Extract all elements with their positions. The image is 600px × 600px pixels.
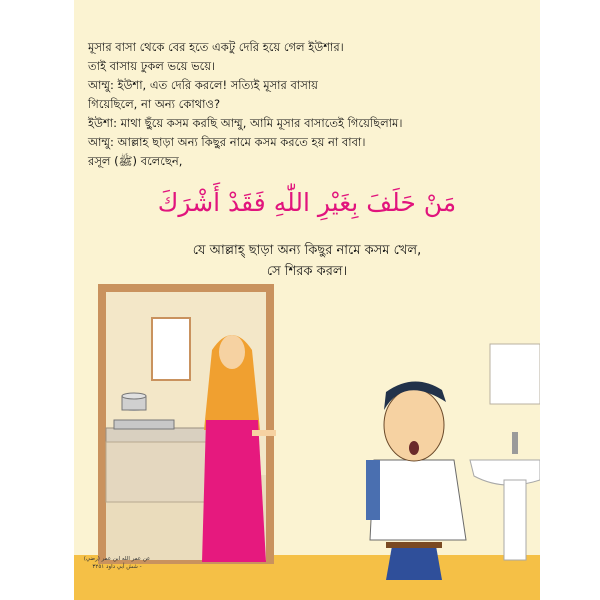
story-line: আম্মু: ইউশা, এত দেরি করলে! সত্যিই মূসার বাসায় xyxy=(88,78,318,92)
illustration xyxy=(74,280,540,600)
story-line: তাই বাসায় ঢুকল ভয়ে ভয়ে। xyxy=(88,59,216,73)
story-line: আম্মু: আল্লাহ ছাড়া অন্য কিছুর নামে কসম করতে হয় না বাবা। xyxy=(88,135,366,149)
story-line: রসূল (ﷺ) বলেছেন, xyxy=(88,154,183,168)
kitchen-counter xyxy=(106,420,212,502)
story-line: গিয়েছিলে, না অন্য কোথাও? xyxy=(88,97,221,111)
kitchen-window xyxy=(152,318,190,380)
reference-line-2: شش أبي داود ٣٢٥١ - xyxy=(92,564,142,570)
boy-figure xyxy=(366,381,466,580)
translation-line-1: যে আল্লাহ্ ছাড়া অন্য কিছুর নামে কসম খেল, xyxy=(192,243,422,258)
story-line: মূসার বাসা থেকে বের হতে একটু দেরি হয়ে গেল ইউশার। xyxy=(88,40,344,54)
hadith-reference xyxy=(82,555,152,571)
hadith-arabic: مَنْ حَلَفَ بِغَيْرِ اللّٰهِ فَقَدْ أَشْرَكَ xyxy=(157,188,457,217)
story-text xyxy=(88,38,528,171)
story-line: ইউশা: মাথা ছুঁয়ে কসম করছি আম্মু, আমি মূসার বাসাতেই গিয়েছিলাম। xyxy=(88,116,403,130)
sink xyxy=(470,344,540,560)
reference-line-1: عن عمر الله ابن عمر (رضي) xyxy=(83,556,151,562)
translation-line-2: সে শিরক করল। xyxy=(266,264,348,279)
book-page xyxy=(74,0,540,600)
pot-icon xyxy=(122,393,146,411)
hadith-translation xyxy=(74,240,540,282)
